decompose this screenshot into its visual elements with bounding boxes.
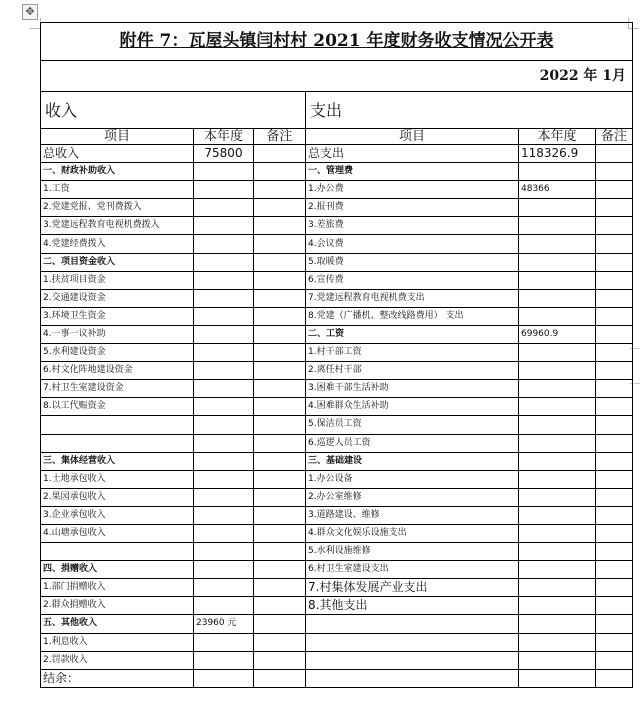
income-note-cell xyxy=(254,597,306,615)
income-note-cell xyxy=(254,561,306,579)
table-row xyxy=(41,416,633,434)
income-year-value-cell xyxy=(194,253,254,271)
table-row xyxy=(41,271,633,289)
income-note-cell xyxy=(254,488,306,506)
income-note-cell xyxy=(254,362,306,380)
income-year-value-cell xyxy=(194,163,254,181)
income-item-cell: 五、其他收入 xyxy=(41,615,194,633)
income-note-cell xyxy=(254,506,306,524)
expense-year-value-cell xyxy=(519,434,596,452)
table-row xyxy=(41,325,633,343)
expense-note-cell xyxy=(596,307,633,325)
income-year-value-cell xyxy=(194,579,254,597)
income-note-cell xyxy=(254,398,306,416)
expense-item-cell: 2.办公室维修 xyxy=(306,488,519,506)
income-item-cell: 5.水利建设资金 xyxy=(41,344,194,362)
income-item-cell: 4.一事一议补助 xyxy=(41,325,194,343)
income-item-cell: 1.扶贫项目资金 xyxy=(41,271,194,289)
expense-year-value-cell: 69960.9 xyxy=(519,325,596,343)
table-row xyxy=(41,289,633,307)
total-expense-note xyxy=(596,145,633,163)
expense-note-cell xyxy=(596,633,633,651)
expense-item-cell: 4.困难群众生活补助 xyxy=(306,398,519,416)
table-row xyxy=(41,307,633,325)
expense-note-cell xyxy=(596,235,633,253)
expense-year-value-cell xyxy=(519,163,596,181)
income-year-value-cell xyxy=(194,669,254,687)
income-year-value-cell xyxy=(194,561,254,579)
table-row xyxy=(41,235,633,253)
expense-year-value-cell xyxy=(519,199,596,217)
table-row xyxy=(41,506,633,524)
expense-item-cell: 8.其他支出 xyxy=(306,597,519,615)
income-item-cell xyxy=(41,434,194,452)
table-row xyxy=(41,597,633,615)
income-year-value-cell xyxy=(194,199,254,217)
expense-item-cell: 7.村集体发展产业支出 xyxy=(306,579,519,597)
income-item-cell xyxy=(41,416,194,434)
total-expense-value: 118326.9 xyxy=(519,145,596,163)
income-item-cell: 2.党建党报、党刊费拨入 xyxy=(41,199,194,217)
income-note-cell xyxy=(254,452,306,470)
expense-item-cell: 1.办公费 xyxy=(306,181,519,199)
income-note-cell xyxy=(254,416,306,434)
income-year-value-cell xyxy=(194,488,254,506)
expense-note-cell xyxy=(596,271,633,289)
expense-item-cell: 6.村卫生室建设支出 xyxy=(306,561,519,579)
table-row xyxy=(41,344,633,362)
income-year-value-cell xyxy=(194,506,254,524)
expense-item-cell xyxy=(306,615,519,633)
income-year-value-cell xyxy=(194,543,254,561)
table-row xyxy=(41,524,633,542)
income-item-cell: 1.部门捐赠收入 xyxy=(41,579,194,597)
expense-item-cell: 3.困难干部生活补助 xyxy=(306,380,519,398)
expense-note-cell xyxy=(596,217,633,235)
income-item-cell: 结余： xyxy=(41,669,194,687)
income-note-cell xyxy=(254,199,306,217)
income-note-cell xyxy=(254,579,306,597)
expense-note-cell xyxy=(596,434,633,452)
income-year-value-cell xyxy=(194,235,254,253)
income-item-cell: 二、项目资金收入 xyxy=(41,253,194,271)
expense-year-value-cell xyxy=(519,615,596,633)
income-year-value-cell xyxy=(194,325,254,343)
expense-item-cell: 5.取暖费 xyxy=(306,253,519,271)
income-item-cell: 3.环境卫生资金 xyxy=(41,307,194,325)
expense-note-cell xyxy=(596,543,633,561)
income-note-cell xyxy=(254,434,306,452)
income-item-cell: 3.党建远程教育电视机费拨入 xyxy=(41,217,194,235)
expense-item-cell xyxy=(306,633,519,651)
expense-item-cell: 1.办公设备 xyxy=(306,470,519,488)
total-income-label: 总收入 xyxy=(41,145,194,163)
expense-note-cell xyxy=(596,561,633,579)
income-item-header: 项目 xyxy=(41,129,194,145)
income-year-value-cell xyxy=(194,217,254,235)
expense-note-cell xyxy=(596,163,633,181)
income-note-cell xyxy=(254,615,306,633)
expense-year-value-cell xyxy=(519,235,596,253)
income-section-title: 收入 xyxy=(41,92,306,129)
expense-year-value-cell xyxy=(519,470,596,488)
expense-item-cell: 2.报刊费 xyxy=(306,199,519,217)
expense-note-cell xyxy=(596,506,633,524)
expense-item-cell xyxy=(306,651,519,669)
expense-note-cell xyxy=(596,651,633,669)
expense-year-value-cell xyxy=(519,307,596,325)
expense-note-cell xyxy=(596,579,633,597)
expense-note-cell xyxy=(596,615,633,633)
income-note-cell xyxy=(254,235,306,253)
expense-year-value-cell xyxy=(519,561,596,579)
income-item-cell: 4.党建经费拨入 xyxy=(41,235,194,253)
income-year-value-cell xyxy=(194,633,254,651)
income-note-cell xyxy=(254,669,306,687)
total-income-value: 75800 xyxy=(194,145,254,163)
income-year-value-cell: 23960 元 xyxy=(194,615,254,633)
income-item-cell: 2.罚款收入 xyxy=(41,651,194,669)
expense-year-value-cell xyxy=(519,579,596,597)
table-row xyxy=(41,561,633,579)
income-year-value-cell xyxy=(194,380,254,398)
table-row xyxy=(41,669,633,687)
income-year-value-cell xyxy=(194,398,254,416)
income-year-value-cell xyxy=(194,416,254,434)
expense-section-title: 支出 xyxy=(306,92,633,129)
total-expense-label: 总支出 xyxy=(306,145,519,163)
income-note-cell xyxy=(254,524,306,542)
income-year-value-cell xyxy=(194,271,254,289)
expense-year-value-cell xyxy=(519,597,596,615)
income-item-cell: 6.村文化阵地建设资金 xyxy=(41,362,194,380)
expense-item-header: 项目 xyxy=(306,129,519,145)
income-year-value-cell xyxy=(194,651,254,669)
expense-note-cell xyxy=(596,199,633,217)
income-item-cell: 2.群众捐赠收入 xyxy=(41,597,194,615)
expense-item-cell: 二、工资 xyxy=(306,325,519,343)
expense-item-cell: 4.群众文化娱乐设施支出 xyxy=(306,524,519,542)
table-row xyxy=(41,452,633,470)
report-date: 2022 年 1月 xyxy=(41,61,633,92)
table-row xyxy=(41,398,633,416)
income-item-cell: 1.利息收入 xyxy=(41,633,194,651)
table-row xyxy=(41,615,633,633)
income-item-cell: 7.村卫生室建设资金 xyxy=(41,380,194,398)
table-row xyxy=(41,488,633,506)
expense-year-value-cell xyxy=(519,217,596,235)
table-row xyxy=(41,163,633,181)
expense-year-value-cell xyxy=(519,289,596,307)
income-item-cell: 2.交通建设资金 xyxy=(41,289,194,307)
income-year-value-cell xyxy=(194,289,254,307)
income-item-cell: 3.企业承包收入 xyxy=(41,506,194,524)
expense-item-cell: 6.巡逻人员工资 xyxy=(306,434,519,452)
table-row xyxy=(41,579,633,597)
expense-item-cell: 一、管理费 xyxy=(306,163,519,181)
expense-item-cell xyxy=(306,669,519,687)
income-note-cell xyxy=(254,633,306,651)
expense-note-cell xyxy=(596,470,633,488)
income-note-cell xyxy=(254,163,306,181)
table-row xyxy=(41,217,633,235)
income-note-cell xyxy=(254,344,306,362)
expense-note-cell xyxy=(596,181,633,199)
expense-year-value-cell xyxy=(519,633,596,651)
finance-disclosure-table xyxy=(40,22,633,688)
expense-year-value-cell xyxy=(519,543,596,561)
expense-year-value-cell xyxy=(519,344,596,362)
income-note-cell xyxy=(254,380,306,398)
table-row xyxy=(41,651,633,669)
expense-item-cell: 5.水利设施维修 xyxy=(306,543,519,561)
expense-note-cell xyxy=(596,488,633,506)
expense-item-cell: 3.差旅费 xyxy=(306,217,519,235)
expense-note-cell xyxy=(596,380,633,398)
table-move-handle-icon[interactable]: ✥ xyxy=(22,4,38,20)
expense-note-cell xyxy=(596,416,633,434)
expense-note-cell xyxy=(596,289,633,307)
expense-year-value-cell xyxy=(519,362,596,380)
expense-year-header: 本年度 xyxy=(519,129,596,145)
income-note-header: 备注 xyxy=(254,129,306,145)
table-row xyxy=(41,362,633,380)
expense-year-value-cell xyxy=(519,651,596,669)
expense-year-value-cell xyxy=(519,506,596,524)
income-year-value-cell xyxy=(194,470,254,488)
page-title: 附件 7：瓦屋头镇闫村村 2021 年度财务收支情况公开表 xyxy=(41,23,633,61)
expense-item-cell: 6.宣传费 xyxy=(306,271,519,289)
expense-year-value-cell xyxy=(519,253,596,271)
expense-note-cell xyxy=(596,398,633,416)
income-year-value-cell xyxy=(194,307,254,325)
income-note-cell xyxy=(254,217,306,235)
expense-item-cell: 4.会议费 xyxy=(306,235,519,253)
expense-note-cell xyxy=(596,524,633,542)
total-income-note xyxy=(254,145,306,163)
income-note-cell xyxy=(254,271,306,289)
expense-year-value-cell xyxy=(519,669,596,687)
income-note-cell xyxy=(254,181,306,199)
expense-year-value-cell: 48366 xyxy=(519,181,596,199)
expense-note-cell xyxy=(596,325,633,343)
table-row xyxy=(41,199,633,217)
income-item-cell: 4.山塘承包收入 xyxy=(41,524,194,542)
income-item-cell: 2.果园承包收入 xyxy=(41,488,194,506)
income-year-value-cell xyxy=(194,434,254,452)
table-row xyxy=(41,253,633,271)
expense-note-cell xyxy=(596,253,633,271)
income-year-value-cell xyxy=(194,597,254,615)
expense-year-value-cell xyxy=(519,380,596,398)
income-note-cell xyxy=(254,289,306,307)
income-note-cell xyxy=(254,651,306,669)
income-year-value-cell xyxy=(194,524,254,542)
expense-item-cell: 2.离任村干部 xyxy=(306,362,519,380)
income-year-value-cell xyxy=(194,362,254,380)
expense-year-value-cell xyxy=(519,398,596,416)
income-year-value-cell xyxy=(194,344,254,362)
income-year-header: 本年度 xyxy=(194,129,254,145)
expense-year-value-cell xyxy=(519,524,596,542)
income-note-cell xyxy=(254,543,306,561)
income-year-value-cell xyxy=(194,181,254,199)
expense-item-cell: 5.保洁员工资 xyxy=(306,416,519,434)
expense-item-cell: 8.党建（广播机、整改线路费用） 支出 xyxy=(306,307,519,325)
table-row xyxy=(41,470,633,488)
expense-note-cell xyxy=(596,362,633,380)
income-item-cell: 8.以工代赈资金 xyxy=(41,398,194,416)
income-note-cell xyxy=(254,253,306,271)
income-note-cell xyxy=(254,325,306,343)
income-item-cell: 一、财政补助收入 xyxy=(41,163,194,181)
expense-item-cell: 1.村干部工资 xyxy=(306,344,519,362)
expense-item-cell: 3.道路建设、维修 xyxy=(306,506,519,524)
table-row xyxy=(41,543,633,561)
expense-item-cell: 三、基础建设 xyxy=(306,452,519,470)
income-item-cell: 1.工资 xyxy=(41,181,194,199)
expense-note-cell xyxy=(596,344,633,362)
table-row xyxy=(41,380,633,398)
expense-note-cell xyxy=(596,452,633,470)
expense-note-cell xyxy=(596,669,633,687)
expense-note-cell xyxy=(596,597,633,615)
income-note-cell xyxy=(254,307,306,325)
expense-year-value-cell xyxy=(519,271,596,289)
expense-note-header: 备注 xyxy=(596,129,633,145)
income-note-cell xyxy=(254,470,306,488)
table-row xyxy=(41,434,633,452)
expense-year-value-cell xyxy=(519,488,596,506)
income-item-cell: 四、捐赠收入 xyxy=(41,561,194,579)
income-item-cell: 三、集体经营收入 xyxy=(41,452,194,470)
expense-year-value-cell xyxy=(519,452,596,470)
table-row xyxy=(41,181,633,199)
income-item-cell xyxy=(41,543,194,561)
income-item-cell: 1.土地承包收入 xyxy=(41,470,194,488)
expense-year-value-cell xyxy=(519,416,596,434)
table-row xyxy=(41,633,633,651)
expense-item-cell: 7.党建远程教育电视机费支出 xyxy=(306,289,519,307)
income-year-value-cell xyxy=(194,452,254,470)
